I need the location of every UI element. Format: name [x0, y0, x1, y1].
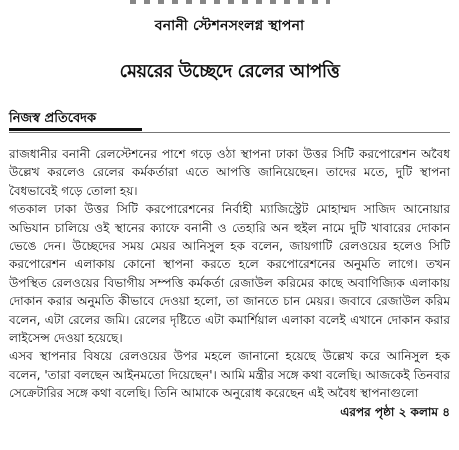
paragraph-1: রাজধানীর বনানী রেলস্টেশনের পাশে গড়ে ওঠা স্থাপনা ঢাকা উত্তর সিটি করপোরেশন অবৈধ উল্লেখ করলেও রেলের কর্মকর্তারা এতে আপত্তি জানিয়েছেন। তাদের মতে, দুটি স্থাপনা বৈধভাবেই গড়ে তোলা হয়। — [9, 147, 450, 198]
divider — [9, 132, 450, 133]
paragraph-3-text: এসব স্থাপনার বিষয়ে রেলওয়ের উপর মহলে জানানো হয়েছে উল্লেখ করে আনিসুল হক বলেন, 'তারা বলছেন আইনমতো দিয়েছেন'। আমি মন্ত্রীর সঙ্গে কথা বলেছি। আজকেই তিনবার সেক্রেটারির সঙ্গে কথা বলেছি। তিনি আমাকে অনুরোধ করেছেন এই অবৈধ স্থাপনাগুলো — [9, 349, 450, 401]
top-cut-line — [130, 0, 330, 4]
continuation-note: এরপর পৃষ্ঠা ২ কলাম ৪ — [340, 404, 450, 419]
paragraph-3 — [9, 347, 450, 419]
article-body — [9, 145, 450, 421]
byline-rule — [9, 128, 142, 131]
paragraph-2: গতকাল ঢাকা উত্তর সিটি করপোরেশনের নির্বাহী ম্যাজিস্ট্রেট মোহাম্মদ সাজিদ আনোয়ার অভিযান চালিয়ে ওই স্থানের ক্যাফে বনানী ও তেহারি অন হুইল নামে দুটি খাবারের দোকান ভেঙে দেন। উচ্ছেদের সময় মেয়র আনিসুল হক বলেন, জায়গাটি রেলওয়ের হলেও সিটি করপোরেশন এলাকায় কোনো স্থাপনা করতে হলে করপোরেশনের অনুমতি লাগে। তখন উপস্থিত রেলওয়ের বিভাগীয় সম্পত্তি কর্মকর্তা রেজাউল করিমের কাছে অবাণিজ্যিক এলাকায় দোকান করার অনুমতি কীভাবে দেওয়া হলো, তা জানতে চান মেয়র। জবাবে রেজাউল করিম বলেন, এটা রেলের জমি। রেলের দৃষ্টিতে এটা কমার্শিয়াল এলাকা বলেই এখানে দোকান করার লাইসেন্স দেওয়া হয়েছে। — [9, 202, 450, 346]
byline: নিজস্ব প্রতিবেদক — [9, 111, 97, 126]
headline: মেয়রের উচ্ছেদে রেলের আপত্তি — [119, 61, 340, 82]
kicker: বনানী স্টেশনসংলগ্ন স্থাপনা — [154, 18, 305, 34]
